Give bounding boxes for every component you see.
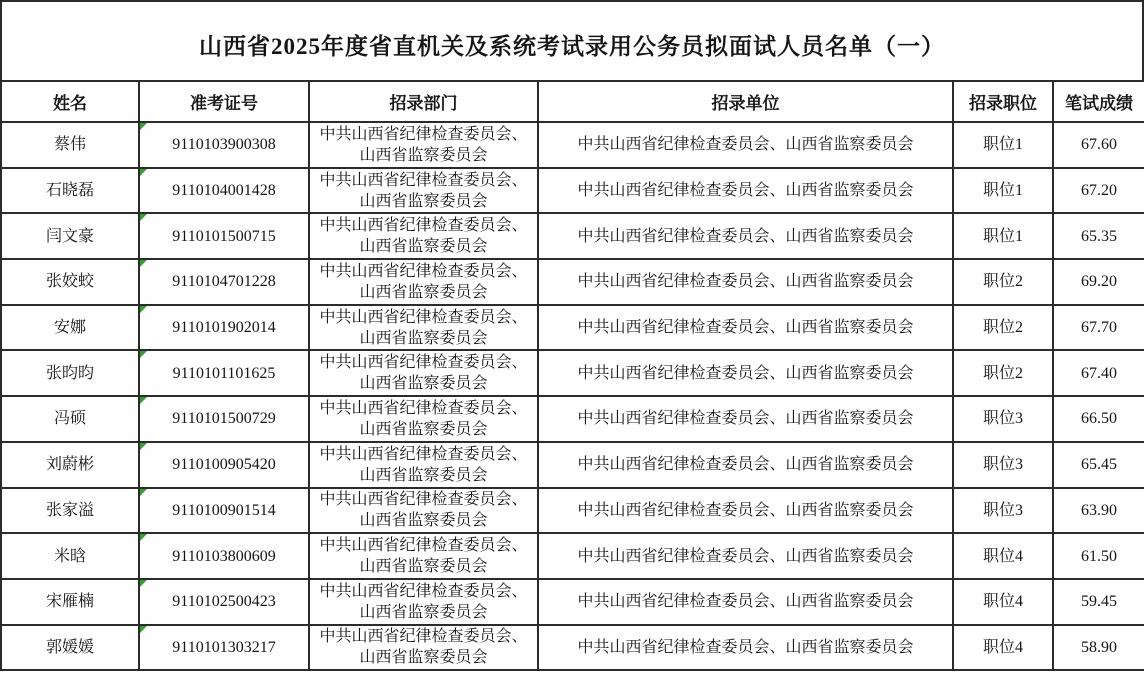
cell-score: 59.45 <box>1053 579 1144 625</box>
cell-exam-id <box>139 396 309 442</box>
cell-position: 职位2 <box>953 305 1053 351</box>
cell-position: 职位1 <box>953 213 1053 259</box>
number-as-text-flag-icon <box>140 397 147 404</box>
table-body <box>1 122 1144 670</box>
cell-unit: 中共山西省纪律检查委员会、山西省监察委员会 <box>538 396 953 442</box>
cell-name: 郭媛媛 <box>1 625 139 671</box>
cell-position: 职位4 <box>953 579 1053 625</box>
table-row <box>1 168 1144 214</box>
exam-id-value: 9110102500423 <box>172 593 276 611</box>
cell-exam-id <box>139 350 309 396</box>
table-row <box>1 350 1144 396</box>
table-row <box>1 488 1144 534</box>
exam-id-value: 9110103800609 <box>172 547 276 565</box>
number-as-text-flag-icon <box>140 626 147 633</box>
interview-roster-table <box>0 80 1144 671</box>
number-as-text-flag-icon <box>140 534 147 541</box>
cell-exam-id <box>139 579 309 625</box>
cell-department: 中共山西省纪律检查委员会、山西省监察委员会 <box>309 259 538 305</box>
cell-exam-id <box>139 259 309 305</box>
table-row <box>1 442 1144 488</box>
cell-name: 张姣蛟 <box>1 259 139 305</box>
cell-score: 67.60 <box>1053 122 1144 168</box>
cell-position: 职位3 <box>953 442 1053 488</box>
column-header-position: 招录职位 <box>953 81 1053 122</box>
exam-id-value: 9110101101625 <box>172 364 276 382</box>
number-as-text-flag-icon <box>140 260 147 267</box>
exam-id-value: 9110103900308 <box>172 136 276 154</box>
cell-name: 安娜 <box>1 305 139 351</box>
number-as-text-flag-icon <box>140 306 147 313</box>
cell-score: 67.40 <box>1053 350 1144 396</box>
exam-id-value: 9110101303217 <box>172 638 276 656</box>
cell-department: 中共山西省纪律检查委员会、山西省监察委员会 <box>309 305 538 351</box>
cell-unit: 中共山西省纪律检查委员会、山西省监察委员会 <box>538 259 953 305</box>
cell-unit: 中共山西省纪律检查委员会、山西省监察委员会 <box>538 488 953 534</box>
cell-position: 职位4 <box>953 625 1053 671</box>
cell-name: 石晓磊 <box>1 168 139 214</box>
cell-department: 中共山西省纪律检查委员会、山西省监察委员会 <box>309 579 538 625</box>
table-row <box>1 213 1144 259</box>
table-row <box>1 579 1144 625</box>
cell-score: 67.70 <box>1053 305 1144 351</box>
cell-department: 中共山西省纪律检查委员会、山西省监察委员会 <box>309 488 538 534</box>
table-row <box>1 259 1144 305</box>
cell-score: 69.20 <box>1053 259 1144 305</box>
column-header-unit: 招录单位 <box>538 81 953 122</box>
cell-score: 61.50 <box>1053 533 1144 579</box>
cell-position: 职位1 <box>953 122 1053 168</box>
number-as-text-flag-icon <box>140 443 147 450</box>
cell-score: 58.90 <box>1053 625 1144 671</box>
cell-score: 66.50 <box>1053 396 1144 442</box>
exam-id-value: 9110101902014 <box>172 319 276 337</box>
cell-score: 65.45 <box>1053 442 1144 488</box>
cell-department: 中共山西省纪律检查委员会、山西省监察委员会 <box>309 350 538 396</box>
table-row <box>1 396 1144 442</box>
number-as-text-flag-icon <box>140 169 147 176</box>
cell-exam-id <box>139 213 309 259</box>
column-header-department: 招录部门 <box>309 81 538 122</box>
cell-position: 职位1 <box>953 168 1053 214</box>
cell-name: 宋雁楠 <box>1 579 139 625</box>
column-header-exam-id: 准考证号 <box>139 81 309 122</box>
cell-position: 职位4 <box>953 533 1053 579</box>
exam-id-value: 9110100905420 <box>172 456 276 474</box>
exam-id-value: 9110104001428 <box>172 182 276 200</box>
cell-exam-id <box>139 305 309 351</box>
number-as-text-flag-icon <box>140 123 147 130</box>
cell-unit: 中共山西省纪律检查委员会、山西省监察委员会 <box>538 579 953 625</box>
cell-position: 职位3 <box>953 396 1053 442</box>
cell-unit: 中共山西省纪律检查委员会、山西省监察委员会 <box>538 533 953 579</box>
cell-department: 中共山西省纪律检查委员会、山西省监察委员会 <box>309 122 538 168</box>
column-header-score: 笔试成绩 <box>1053 81 1144 122</box>
cell-exam-id <box>139 442 309 488</box>
number-as-text-flag-icon <box>140 351 147 358</box>
exam-id-value: 9110104701228 <box>172 273 276 291</box>
table-row <box>1 305 1144 351</box>
cell-exam-id <box>139 533 309 579</box>
cell-exam-id <box>139 168 309 214</box>
cell-unit: 中共山西省纪律检查委员会、山西省监察委员会 <box>538 625 953 671</box>
cell-unit: 中共山西省纪律检查委员会、山西省监察委员会 <box>538 305 953 351</box>
table-row <box>1 533 1144 579</box>
cell-exam-id <box>139 625 309 671</box>
cell-department: 中共山西省纪律检查委员会、山西省监察委员会 <box>309 442 538 488</box>
cell-department: 中共山西省纪律检查委员会、山西省监察委员会 <box>309 533 538 579</box>
cell-unit: 中共山西省纪律检查委员会、山西省监察委员会 <box>538 442 953 488</box>
cell-unit: 中共山西省纪律检查委员会、山西省监察委员会 <box>538 213 953 259</box>
cell-department: 中共山西省纪律检查委员会、山西省监察委员会 <box>309 168 538 214</box>
header-row <box>1 81 1144 122</box>
cell-name: 张昀昀 <box>1 350 139 396</box>
exam-id-value: 9110100901514 <box>172 501 276 519</box>
table-row <box>1 625 1144 671</box>
cell-unit: 中共山西省纪律检查委员会、山西省监察委员会 <box>538 350 953 396</box>
cell-name: 闫文豪 <box>1 213 139 259</box>
cell-unit: 中共山西省纪律检查委员会、山西省监察委员会 <box>538 168 953 214</box>
number-as-text-flag-icon <box>140 214 147 221</box>
cell-exam-id <box>139 488 309 534</box>
cell-name: 蔡伟 <box>1 122 139 168</box>
cell-position: 职位2 <box>953 259 1053 305</box>
number-as-text-flag-icon <box>140 580 147 587</box>
cell-position: 职位2 <box>953 350 1053 396</box>
cell-department: 中共山西省纪律检查委员会、山西省监察委员会 <box>309 213 538 259</box>
cell-name: 米晗 <box>1 533 139 579</box>
cell-score: 67.20 <box>1053 168 1144 214</box>
number-as-text-flag-icon <box>140 489 147 496</box>
cell-name: 刘蔚彬 <box>1 442 139 488</box>
exam-id-value: 9110101500729 <box>172 410 276 428</box>
table-row <box>1 122 1144 168</box>
cell-position: 职位3 <box>953 488 1053 534</box>
column-header-name: 姓名 <box>1 81 139 122</box>
cell-department: 中共山西省纪律检查委员会、山西省监察委员会 <box>309 625 538 671</box>
cell-score: 63.90 <box>1053 488 1144 534</box>
cell-score: 65.35 <box>1053 213 1144 259</box>
page-title: 山西省2025年度省直机关及系统考试录用公务员拟面试人员名单（一） <box>0 0 1144 80</box>
cell-name: 冯硕 <box>1 396 139 442</box>
cell-exam-id <box>139 122 309 168</box>
cell-department: 中共山西省纪律检查委员会、山西省监察委员会 <box>309 396 538 442</box>
cell-unit: 中共山西省纪律检查委员会、山西省监察委员会 <box>538 122 953 168</box>
exam-id-value: 9110101500715 <box>172 227 276 245</box>
cell-name: 张家溢 <box>1 488 139 534</box>
